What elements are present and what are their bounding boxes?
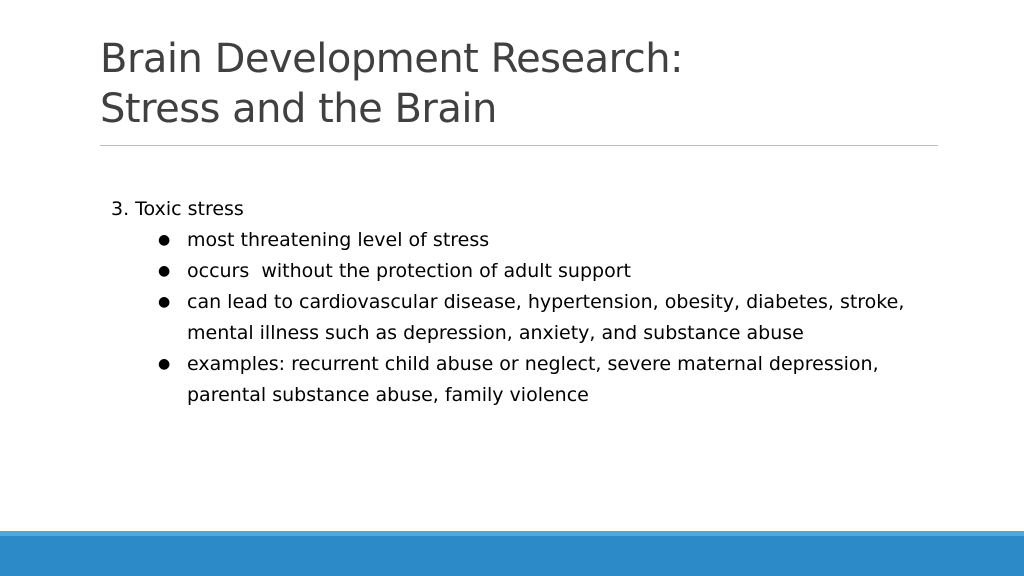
bullet-text: examples: recurrent child abuse or neglect, severe maternal depression, parental substance abuse, family violence <box>187 353 879 406</box>
title-divider <box>100 145 938 146</box>
bullet-item <box>111 225 907 256</box>
slide-title <box>100 34 940 134</box>
footer-band <box>0 531 1024 576</box>
bullet-text: most threatening level of stress <box>187 229 490 251</box>
title-line-2: Stress and the Brain <box>100 86 497 132</box>
footer-accent-line <box>0 531 1024 536</box>
bullet-icon: ● <box>158 263 171 279</box>
bullet-item <box>111 256 907 287</box>
bullet-icon: ● <box>158 232 171 248</box>
bullet-item <box>111 287 907 349</box>
section-heading: 3. Toxic stress <box>111 198 244 220</box>
bullet-text: can lead to cardiovascular disease, hypertension, obesity, diabetes, stroke, mental illness such as depression, anxiety, and substance abuse <box>187 291 905 344</box>
bullet-text: occurs without the protection of adult support <box>187 260 631 282</box>
bullet-icon: ● <box>158 356 171 372</box>
bullet-list <box>111 225 911 411</box>
slide-body <box>111 194 911 411</box>
bullet-item <box>111 349 907 411</box>
title-line-1: Brain Development Research: <box>100 36 684 82</box>
bullet-icon: ● <box>158 294 171 310</box>
